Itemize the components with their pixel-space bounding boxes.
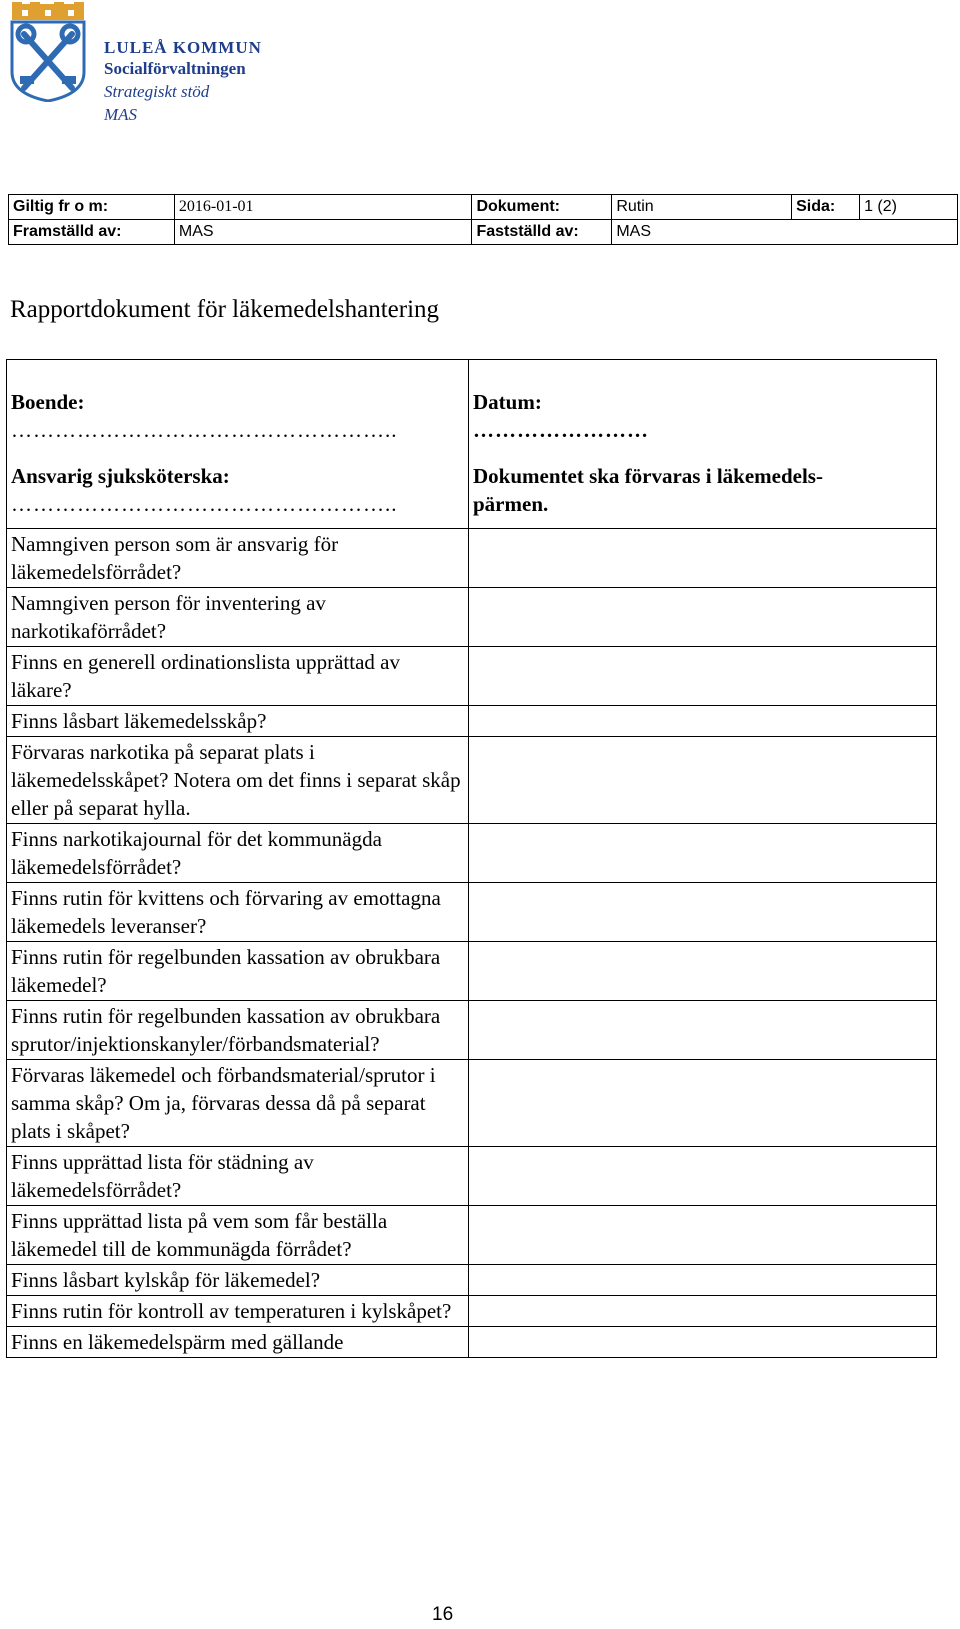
question-row xyxy=(7,529,937,588)
coat-of-arms-icon xyxy=(8,2,88,102)
answer-cell[interactable] xyxy=(469,588,937,647)
question-text: Finns en läkemedelspärm med gällande xyxy=(7,1327,469,1358)
answer-cell[interactable] xyxy=(469,1265,937,1296)
question-row xyxy=(7,942,937,1001)
form-header-row xyxy=(7,360,937,529)
question-text: Förvaras läkemedel och förbandsmaterial/sprutor i samma skåp? Om ja, förvaras dessa då på separat plats i skåpet? xyxy=(7,1060,469,1147)
page-value: 1 (2) xyxy=(860,195,958,220)
org-name: LULEÅ KOMMUN xyxy=(104,38,262,57)
question-text: Förvaras narkotika på separat plats i läkemedelsskåpet? Notera om det finns i separat skåp eller på separat hylla. xyxy=(7,737,469,824)
answer-cell[interactable] xyxy=(469,706,937,737)
page-number: 16 xyxy=(432,1604,454,1625)
answer-cell[interactable] xyxy=(469,1296,937,1327)
date-field[interactable]: …………………… xyxy=(473,418,649,442)
answer-cell[interactable] xyxy=(469,1206,937,1265)
question-text: Finns låsbart kylskåp för läkemedel? xyxy=(7,1265,469,1296)
answer-cell[interactable] xyxy=(469,647,937,706)
storage-note: Dokumentet ska förvaras i läkemedels-pärmen. xyxy=(473,464,823,516)
meta-row xyxy=(9,195,958,220)
document-type-label: Dokument: xyxy=(472,195,612,220)
document-type-value: Rutin xyxy=(612,195,792,220)
prepared-by-value: MAS xyxy=(174,220,472,245)
question-text: Finns upprättad lista för städning av läkemedelsförrådet? xyxy=(7,1147,469,1206)
page-label: Sida: xyxy=(792,195,860,220)
question-text: Finns rutin för regelbunden kassation av obrukbara läkemedel? xyxy=(7,942,469,1001)
residence-label: Boende: xyxy=(11,390,85,414)
answer-cell[interactable] xyxy=(469,883,937,942)
date-label: Datum: xyxy=(473,390,542,414)
question-row xyxy=(7,1265,937,1296)
question-text: Finns upprättad lista på vem som får beställa läkemedel till de kommunägda förrådet? xyxy=(7,1206,469,1265)
question-row xyxy=(7,1296,937,1327)
document-meta-table xyxy=(8,194,958,245)
prepared-by-label: Framställd av: xyxy=(9,220,175,245)
department-name: Socialförvaltningen xyxy=(104,59,246,78)
organization-block xyxy=(104,38,262,126)
question-text: Finns en generell ordinationslista upprättad av läkare? xyxy=(7,647,469,706)
checklist-table xyxy=(6,359,937,1358)
question-row xyxy=(7,588,937,647)
question-text: Namngiven person som är ansvarig för läkemedelsförrådet? xyxy=(7,529,469,588)
residence-field[interactable]: …………………………………………….. xyxy=(11,418,398,442)
answer-cell[interactable] xyxy=(469,1327,937,1358)
sub-unit-name: MAS xyxy=(104,105,138,124)
question-row xyxy=(7,737,937,824)
question-text: Namngiven person för inventering av narkotikaförrådet? xyxy=(7,588,469,647)
responsible-nurse-field[interactable]: …………………………………………….. xyxy=(11,492,398,516)
question-row xyxy=(7,647,937,706)
question-text: Finns rutin för regelbunden kassation av obrukbara sprutor/injektionskanyler/förbandsmaterial? xyxy=(7,1001,469,1060)
approved-by-label: Fastställd av: xyxy=(472,220,612,245)
document-title: Rapportdokument för läkemedelshantering xyxy=(10,296,440,323)
meta-row xyxy=(9,220,958,245)
question-row xyxy=(7,1327,937,1358)
answer-cell[interactable] xyxy=(469,737,937,824)
question-row xyxy=(7,1206,937,1265)
question-text: Finns låsbart läkemedelsskåp? xyxy=(7,706,469,737)
valid-from-label: Giltig fr o m: xyxy=(9,195,175,220)
question-row xyxy=(7,706,937,737)
logo xyxy=(8,2,308,132)
answer-cell[interactable] xyxy=(469,1001,937,1060)
approved-by-value: MAS xyxy=(612,220,958,245)
date-cell xyxy=(469,360,937,529)
question-text: Finns rutin för kvittens och förvaring av emottagna läkemedels leveranser? xyxy=(7,883,469,942)
answer-cell[interactable] xyxy=(469,1147,937,1206)
unit-name: Strategiskt stöd xyxy=(104,82,210,101)
answer-cell[interactable] xyxy=(469,942,937,1001)
question-row xyxy=(7,1001,937,1060)
question-row xyxy=(7,1147,937,1206)
valid-from-value: 2016-01-01 xyxy=(174,195,472,220)
question-text: Finns rutin för kontroll av temperaturen i kylskåpet? xyxy=(7,1296,469,1327)
answer-cell[interactable] xyxy=(469,1060,937,1147)
question-text: Finns narkotikajournal för det kommunägda läkemedelsförrådet? xyxy=(7,824,469,883)
question-row xyxy=(7,824,937,883)
responsible-nurse-label: Ansvarig sjuksköterska: xyxy=(11,464,230,488)
residence-cell xyxy=(7,360,469,529)
answer-cell[interactable] xyxy=(469,529,937,588)
question-row xyxy=(7,883,937,942)
answer-cell[interactable] xyxy=(469,824,937,883)
question-row xyxy=(7,1060,937,1147)
question-list xyxy=(7,529,937,1358)
